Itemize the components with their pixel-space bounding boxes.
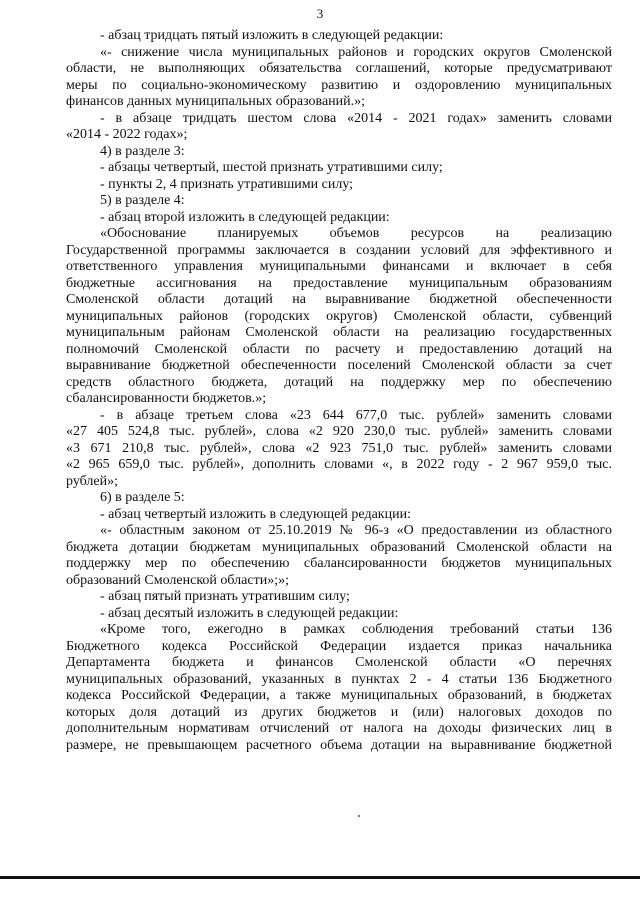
text-line: Департамента бюджета и финансов Смоленской области «О перечнях [66, 655, 612, 670]
text-line: Бюджетного кодекса Российской Федерации издается приказ начальника [66, 638, 612, 654]
scan-speck [358, 815, 360, 817]
paragraph-line [66, 292, 612, 309]
paragraph [66, 606, 612, 623]
paragraph-line [66, 424, 612, 441]
text-line: ответственного управления муниципальными финансами и включает в себя [66, 259, 612, 274]
paragraph [66, 408, 612, 425]
paragraph-line [66, 325, 612, 342]
paragraph-line [66, 259, 612, 276]
paragraph-line [66, 457, 612, 474]
paragraph [66, 45, 612, 62]
paragraph-line [66, 474, 612, 491]
text-line: «Обоснование планируемых объемов ресурсов на реализацию [100, 226, 612, 241]
document-body [66, 28, 612, 754]
text-line: средств областного бюджета, дотаций на поддержку мер по обеспечению [66, 374, 612, 390]
text-line: «2 965 659,0 тыс. рублей», дополнить словами «, в 2022 году - 2 967 959,0 тыс. [66, 457, 612, 472]
paragraph [66, 622, 612, 639]
text-line: - пункты 2, 4 признать утратившими силу; [100, 176, 354, 192]
paragraph [66, 523, 612, 540]
text-line: «3 671 210,8 тыс. рублей», слова «2 923 751,0 тыс. рублей» заменить словами [66, 440, 612, 456]
text-line: - абзац тридцать пятый изложить в следующей редакции: [100, 28, 444, 43]
text-line: поддержку мер по обеспечению сбалансированности бюджетов муниципальных [66, 556, 612, 571]
paragraph-line [66, 672, 612, 689]
paragraph-line [66, 391, 612, 408]
text-line: образований Смоленской области»;»; [66, 572, 289, 588]
paragraph [66, 226, 612, 243]
text-line: полномочий Смоленской области по расчету и предоставлению дотаций на [66, 341, 612, 357]
text-line: кодекса Российской Федерации, а также муниципальных образований, в бюджетах [66, 688, 612, 703]
paragraph [66, 160, 612, 177]
bottom-rule [0, 876, 640, 879]
paragraph-line [66, 655, 612, 672]
paragraph [66, 210, 612, 227]
paragraph-line [66, 127, 612, 144]
paragraph-line [66, 738, 612, 755]
text-line: - в абзаце тридцать шестом слова «2014 - 2021 годах» заменить словами [100, 110, 612, 126]
paragraph [66, 111, 612, 128]
paragraph [66, 507, 612, 524]
text-line: муниципальных образований, указанных в пунктах 2 - 4 статьи 136 Бюджетного [66, 671, 612, 687]
paragraph-line [66, 721, 612, 738]
paragraph-line [66, 639, 612, 656]
text-line: области, не выполняющих обязательства соглашений, которые предусматривают [66, 61, 612, 76]
text-line: сбалансированности бюджетов.»; [66, 391, 267, 406]
text-line: бюджета дотации бюджетам муниципальных образований Смоленской области на [66, 539, 612, 555]
text-line: «- областным законом от 25.10.2019 № 96-з «О предоставлении из областного [100, 523, 612, 538]
paragraph-line [66, 705, 612, 722]
text-line: «2014 - 2022 годах»; [66, 127, 188, 142]
paragraph-line [66, 441, 612, 458]
text-line: 6) в разделе 5: [100, 490, 185, 505]
text-line: - абзац второй изложить в следующей редакции: [100, 209, 390, 225]
text-line: размере, не превышающем расчетного объема дотации на выравнивание бюджетной [66, 737, 612, 753]
paragraph [66, 490, 612, 507]
paragraph-line [66, 61, 612, 78]
text-line: которых доля дотаций из других бюджетов и (или) налоговых доходов по [66, 704, 612, 720]
paragraph [66, 28, 612, 45]
text-line: 4) в разделе 3: [100, 143, 185, 159]
paragraph-line [66, 573, 612, 590]
text-line: меры по социально-экономическому развитию и оздоровлению муниципальных [66, 77, 612, 93]
paragraph [66, 177, 612, 194]
text-line: - абзац четвертый изложить в следующей редакции: [100, 506, 411, 522]
paragraph-line [66, 540, 612, 557]
text-line: Государственной программы заключается в создании условий для эффективного и [66, 242, 612, 258]
text-line: рублей»; [66, 473, 118, 489]
text-line: выравнивание бюджетной обеспеченности поселений Смоленской области за счет [66, 358, 612, 373]
page-number: 3 [316, 6, 324, 21]
text-line: - абзац десятый изложить в следующей редакции: [100, 605, 399, 621]
paragraph [66, 144, 612, 161]
text-line: «- снижение числа муниципальных районов и городских округов Смоленской [100, 44, 612, 60]
paragraph-line [66, 358, 612, 375]
text-line: - в абзаце третьем слова «23 644 677,0 тыс. рублей» заменить словами [100, 407, 612, 423]
text-line: муниципальным районам Смоленской области на реализацию государственных [66, 325, 612, 340]
paragraph-line [66, 78, 612, 95]
paragraph-line [66, 276, 612, 293]
text-line: «27 405 524,8 тыс. рублей», слова «2 920 230,0 тыс. рублей» заменить словами [66, 424, 612, 439]
text-line: «Кроме того, ежегодно в рамках соблюдения требований статьи 136 [100, 622, 612, 637]
paragraph-line [66, 556, 612, 573]
text-line: - абзацы четвертый, шестой признать утратившими силу; [100, 160, 443, 175]
paragraph-line [66, 375, 612, 392]
text-line: бюджетные ассигнования на предоставление муниципальным образованиям [66, 275, 612, 291]
paragraph-line [66, 243, 612, 260]
paragraph [66, 589, 612, 606]
paragraph-line [66, 309, 612, 326]
text-line: 5) в разделе 4: [100, 193, 185, 208]
text-line: дополнительным нормативам отчислений от налога на доходы физических лиц в [66, 721, 612, 736]
text-line: финансов данных муниципальных образований.»; [66, 94, 366, 109]
paragraph-line [66, 688, 612, 705]
paragraph-line [66, 94, 612, 111]
paragraph [66, 193, 612, 210]
text-line: муниципальных районов (городских округов) Смоленской области, субвенций [66, 308, 612, 324]
paragraph-line [66, 342, 612, 359]
text-line: Смоленской области дотаций на выравнивание бюджетной обеспеченности [66, 292, 612, 307]
text-line: - абзац пятый признать утратившим силу; [100, 589, 350, 604]
